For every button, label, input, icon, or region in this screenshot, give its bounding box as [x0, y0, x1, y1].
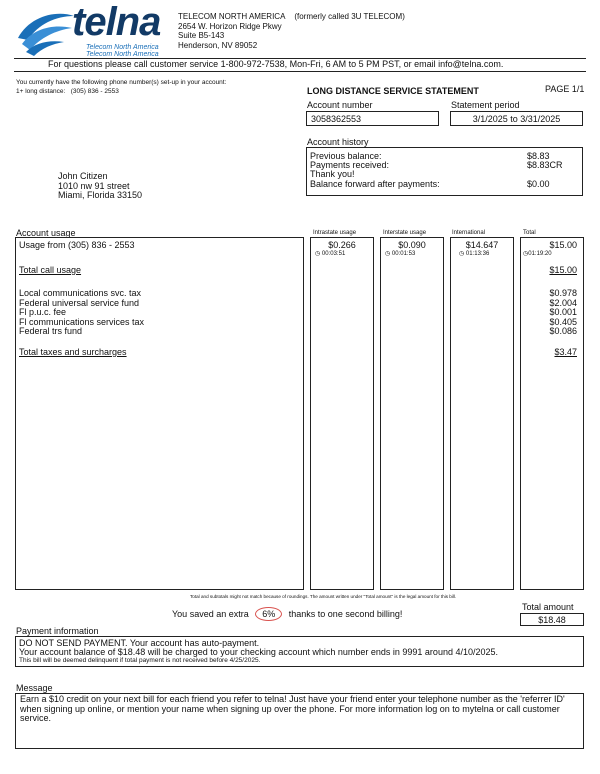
- logo-tagline: Telecom North America: [86, 44, 159, 51]
- interstate-column: [380, 237, 444, 590]
- interstate-time: [385, 250, 415, 257]
- savings-percent: 6%: [255, 607, 282, 621]
- total-amount-value: $18.48: [538, 615, 566, 625]
- total-call-usage-value: $15.00: [549, 265, 577, 275]
- message-text: Earn a $10 credit on your next bill for each friend you refer to telna! Just have your friend enter your telephone number as the 'referrer ID' when signing up online, or mention your name when signing up over the phone. For more information log on to mytelna or call customer service.: [20, 694, 565, 724]
- total-usage-time-value: 01:19:20: [528, 251, 552, 257]
- tax-label: Federal trs fund: [19, 326, 83, 337]
- questions-line: For questions please call customer service 1-800-972-7538, Mon-Fri, 6 AM to 5 PM PST, or email info@telna.com.: [48, 59, 504, 69]
- clock-icon: ◷: [315, 251, 321, 257]
- address-line-3: Henderson, NV 89052: [178, 40, 258, 50]
- payment-line-2: Your account balance of $18.48 will be charged to your checking account which number ends in 9991 around 4/10/2025.: [19, 647, 498, 657]
- balance-forward-value: $0.00: [527, 179, 550, 189]
- message-box: [15, 693, 584, 749]
- balance-forward-label: Balance forward after payments:: [310, 179, 440, 189]
- tax-value: $0.978: [549, 288, 577, 298]
- total-taxes-value: $3.47: [554, 347, 577, 357]
- account-history-label: Account history: [307, 137, 369, 147]
- tax-value: $2.004: [549, 297, 577, 308]
- interstate-time-value: 00:01:53: [391, 251, 416, 257]
- previous-balance-label: Previous balance:: [310, 151, 382, 161]
- col-international-header: International: [452, 230, 486, 236]
- intrastate-column: [310, 237, 374, 590]
- page-number: PAGE 1/1: [545, 84, 585, 94]
- total-taxes-label: Total taxes and surcharges: [19, 347, 127, 357]
- address-line-1: 2654 W. Horizon Ridge Pkwy: [178, 21, 282, 31]
- customer-address: [58, 172, 142, 201]
- total-call-usage-label: Total call usage: [19, 265, 82, 275]
- account-number-label: Account number: [307, 100, 373, 110]
- total-usage-amount: $15.00: [549, 240, 577, 250]
- logo-wordmark: telna: [72, 0, 161, 44]
- tax-label: Fl communications services tax: [19, 316, 145, 327]
- tax-label: Federal universal service fund: [19, 297, 140, 308]
- company-name: TELECOM NORTH AMERICA: [178, 12, 286, 21]
- intrastate-amount: $0.266: [328, 240, 356, 250]
- account-history-box: [306, 147, 583, 196]
- intrastate-time-value: 00:03:51: [321, 251, 346, 257]
- international-column: [450, 237, 514, 590]
- tax-label: Local communications svc. tax: [19, 288, 142, 298]
- account-number-box: [306, 111, 439, 126]
- total-column: [520, 237, 584, 590]
- tax-value: $0.405: [549, 316, 577, 327]
- company-address: [178, 12, 405, 50]
- header-rule-2: [14, 71, 586, 72]
- col-intrastate-header: Intrastate usage: [313, 230, 357, 236]
- tax-labels: [19, 289, 144, 337]
- phone-setup-line: 1+ long distance: (305) 836 - 2553: [16, 88, 119, 95]
- tax-value: $0.086: [549, 326, 577, 337]
- statement-period-value: 3/1/2025 to 3/31/2025: [472, 114, 561, 124]
- payment-info-label: Payment information: [16, 626, 99, 636]
- intrastate-time: [315, 250, 345, 257]
- international-time: [459, 250, 489, 257]
- payment-info-box: [15, 636, 584, 667]
- usage-description-box: [15, 237, 304, 590]
- payment-line-3: This bill will be deemed delinquent if total payment is not received before 4/25/2025.: [19, 657, 261, 664]
- statement-period-label: Statement period: [451, 100, 520, 110]
- total-amount-label: Total amount: [522, 602, 574, 612]
- tax-values: [549, 289, 577, 337]
- clock-icon: ◷: [523, 251, 529, 257]
- message-label: Message: [16, 683, 53, 693]
- thank-you: Thank you!: [310, 169, 355, 179]
- col-total-header: Total: [523, 230, 536, 236]
- savings-after: thanks to one second billing!: [288, 609, 403, 619]
- savings-line: [172, 607, 402, 621]
- formerly-note: (formerly called 3U TELECOM): [294, 12, 405, 21]
- interstate-amount: $0.090: [398, 240, 426, 250]
- account-usage-label: Account usage: [16, 228, 76, 238]
- statement-period-box: [450, 111, 583, 126]
- customer-street: 1010 nw 91 street: [58, 180, 130, 191]
- logo-tagline-echo: Telecom North America: [86, 51, 159, 58]
- tax-value: $0.001: [549, 307, 577, 318]
- international-amount: $14.647: [465, 240, 499, 250]
- account-number-value: 3058362553: [311, 114, 362, 124]
- payment-line-1: DO NOT SEND PAYMENT. Your account has auto-payment.: [19, 638, 260, 648]
- clock-icon: ◷: [459, 251, 465, 257]
- total-usage-time: [523, 250, 552, 257]
- previous-balance-value: $8.83: [527, 151, 550, 161]
- logo-swoosh-icon: [16, 10, 76, 56]
- international-time-value: 01:13:36: [465, 251, 490, 257]
- usage-from: Usage from (305) 836 - 2553: [19, 240, 135, 250]
- col-interstate-header: Interstate usage: [383, 230, 427, 236]
- payments-received-value: $8.83CR: [527, 160, 563, 170]
- payments-received-label: Payments received:: [310, 160, 390, 170]
- clock-icon: ◷: [385, 251, 391, 257]
- rounding-note: Total and subtotals might not match because of roundings. The amount written under "Total amount" is the legal amount for this bill.: [190, 594, 457, 599]
- tax-label: Fl p.u.c. fee: [19, 307, 67, 318]
- address-line-2: Suite B5-143: [178, 31, 225, 40]
- phone-setup: [16, 78, 226, 96]
- logo: [16, 0, 166, 58]
- phone-setup-intro: You currently have the following phone number(s) set-up in your account:: [16, 79, 227, 86]
- customer-city: Miami, Florida 33150: [58, 190, 143, 200]
- savings-before: You saved an extra: [172, 609, 249, 619]
- customer-name: John Citizen: [58, 171, 108, 181]
- total-amount-box: [520, 613, 584, 626]
- statement-title: LONG DISTANCE SERVICE STATEMENT: [307, 86, 479, 96]
